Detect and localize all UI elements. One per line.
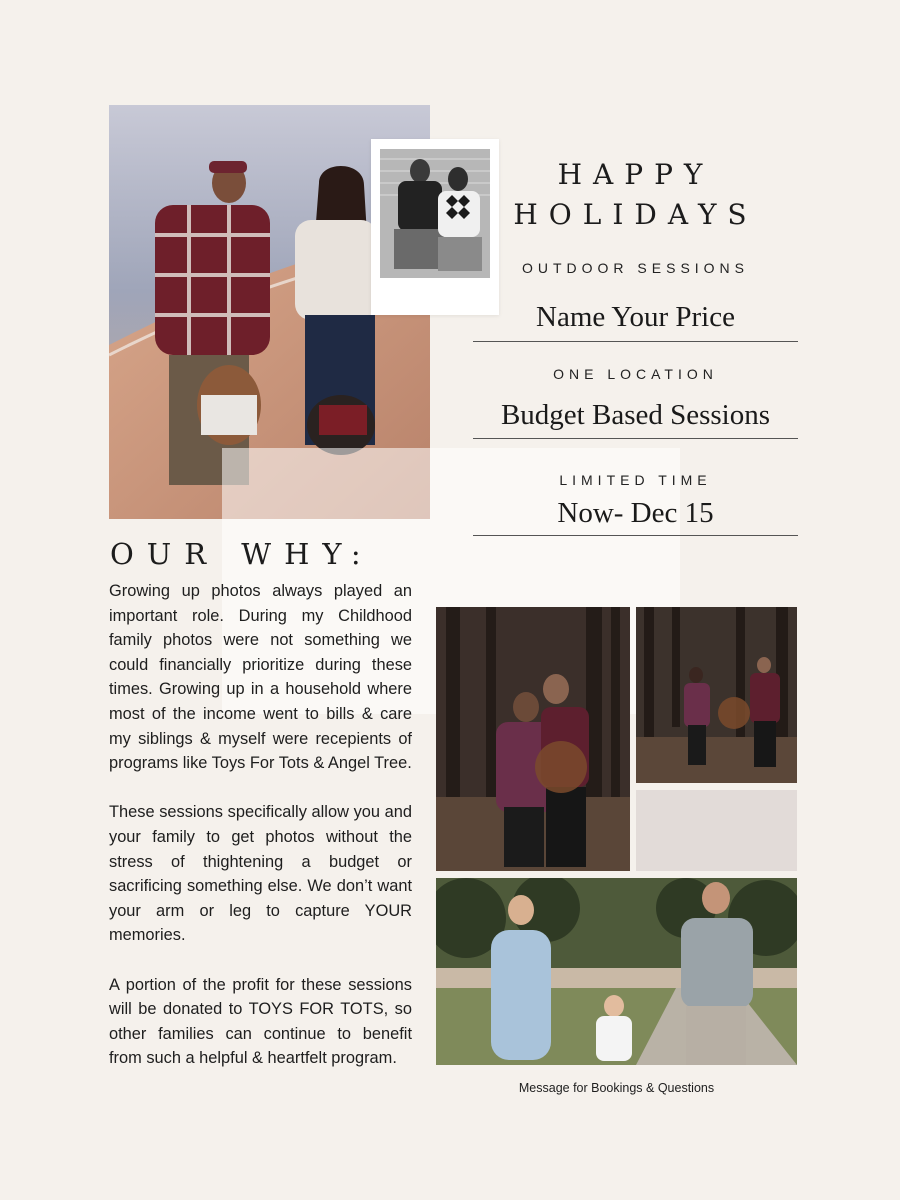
divider-rule [473, 438, 798, 439]
forest-couple-wide-photo [636, 607, 797, 783]
offer-label-outdoor: OUTDOOR SESSIONS [521, 260, 750, 276]
headline-happy: HAPPY [557, 158, 714, 191]
park-family-photo [436, 878, 797, 1065]
offer-value-name-your-price: Name Your Price [536, 301, 735, 333]
offer-label-limited-time: LIMITED TIME [559, 472, 712, 488]
color-swatch-block [636, 790, 797, 871]
bookings-message: Message for Bookings & Questions [518, 1081, 715, 1095]
our-why-paragraph: These sessions specifically allow you and your family to get photos without the stress of thightening a budget or sacrificing something else. We don’t want your arm or leg to capture YOUR memories. [109, 803, 412, 945]
our-why-heading: OUR WHY: [110, 537, 374, 571]
offer-label-location: ONE LOCATION [553, 366, 718, 382]
our-why-paragraph: Growing up photos always played an important role. During my Childhood family photos were not something we could financially prioritize during these times. Growing up in a household where most of the income went to bills & care my siblings & myself were recepients of programs like Toys For Tots & Angel Tree. [109, 582, 412, 773]
divider-rule [473, 341, 798, 342]
offer-value-dates: Now- Dec 15 [557, 497, 714, 529]
divider-rule [473, 535, 798, 536]
headline-holidays: HOLIDAYS [513, 198, 758, 231]
our-why-paragraph: A portion of the profit for these sessions will be donated to TOYS FOR TOTS, so other families can continue to benefit from such a helpful & heartfelt program. [109, 975, 412, 1068]
forest-couple-photo [436, 607, 630, 871]
offer-value-budget-sessions: Budget Based Sessions [500, 399, 771, 431]
our-why-body [109, 579, 412, 1095]
